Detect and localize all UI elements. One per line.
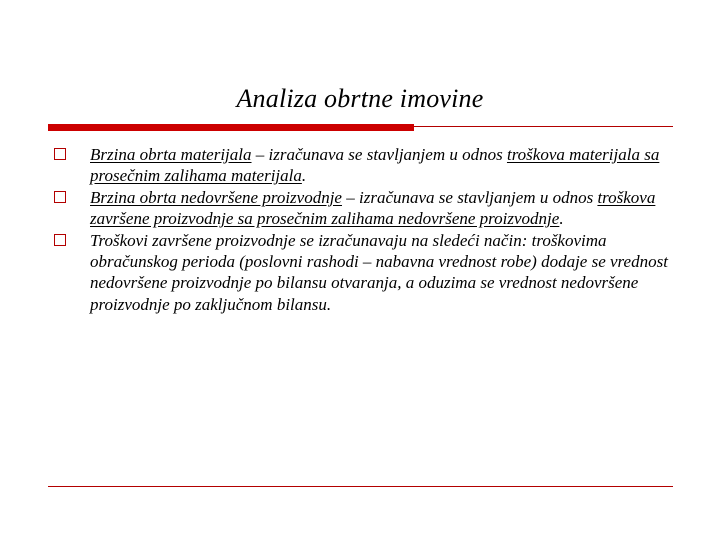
- bullet-2-mid: – izračunava se stavljanjem u odnos: [341, 187, 598, 207]
- slide-title-text: Analiza obrtne imovine: [236, 84, 484, 113]
- bullet-1-term: Brzina obrta materijala: [90, 145, 252, 164]
- bullet-2-underlined: troškova završene proizvodnje sa prosečnim zalihama nedovršene proizvodnje: [90, 187, 656, 229]
- bullet-3-text: Troškovi završene proizvodnje se izračunavaju na sledeći način: troškovima obračunskog perioda (poslovni rashodi – nabavna vrednost robe) dodaje se vrednost nedovršene proizvodnje po bilansu otvaranja, a oduzima se vrednost nedovršene proizvodnje po zaključnom bilansu.: [90, 230, 668, 314]
- hollow-square-bullet-icon: [54, 148, 66, 160]
- bullet-item-1: [54, 144, 670, 187]
- bullet-list: [54, 144, 670, 315]
- title-underline-accent: [48, 124, 414, 131]
- hollow-square-bullet-icon: [54, 191, 66, 203]
- bullet-2-term: Brzina obrta nedovršene proizvodnje: [90, 187, 342, 207]
- hollow-square-bullet-icon: [54, 234, 66, 246]
- bullet-2-end: .: [559, 209, 564, 229]
- bullet-1-mid: – izračunava se stavljanjem u odnos: [251, 145, 507, 164]
- bullet-item-3: [54, 230, 670, 316]
- bullet-1-end: .: [301, 166, 307, 186]
- footer-rule: [48, 486, 673, 487]
- bullet-item-2: [54, 187, 670, 230]
- slide-title: [0, 84, 720, 114]
- bullet-1-underlined: troškova materijala sa prosečnim zalihama materijala: [90, 145, 660, 186]
